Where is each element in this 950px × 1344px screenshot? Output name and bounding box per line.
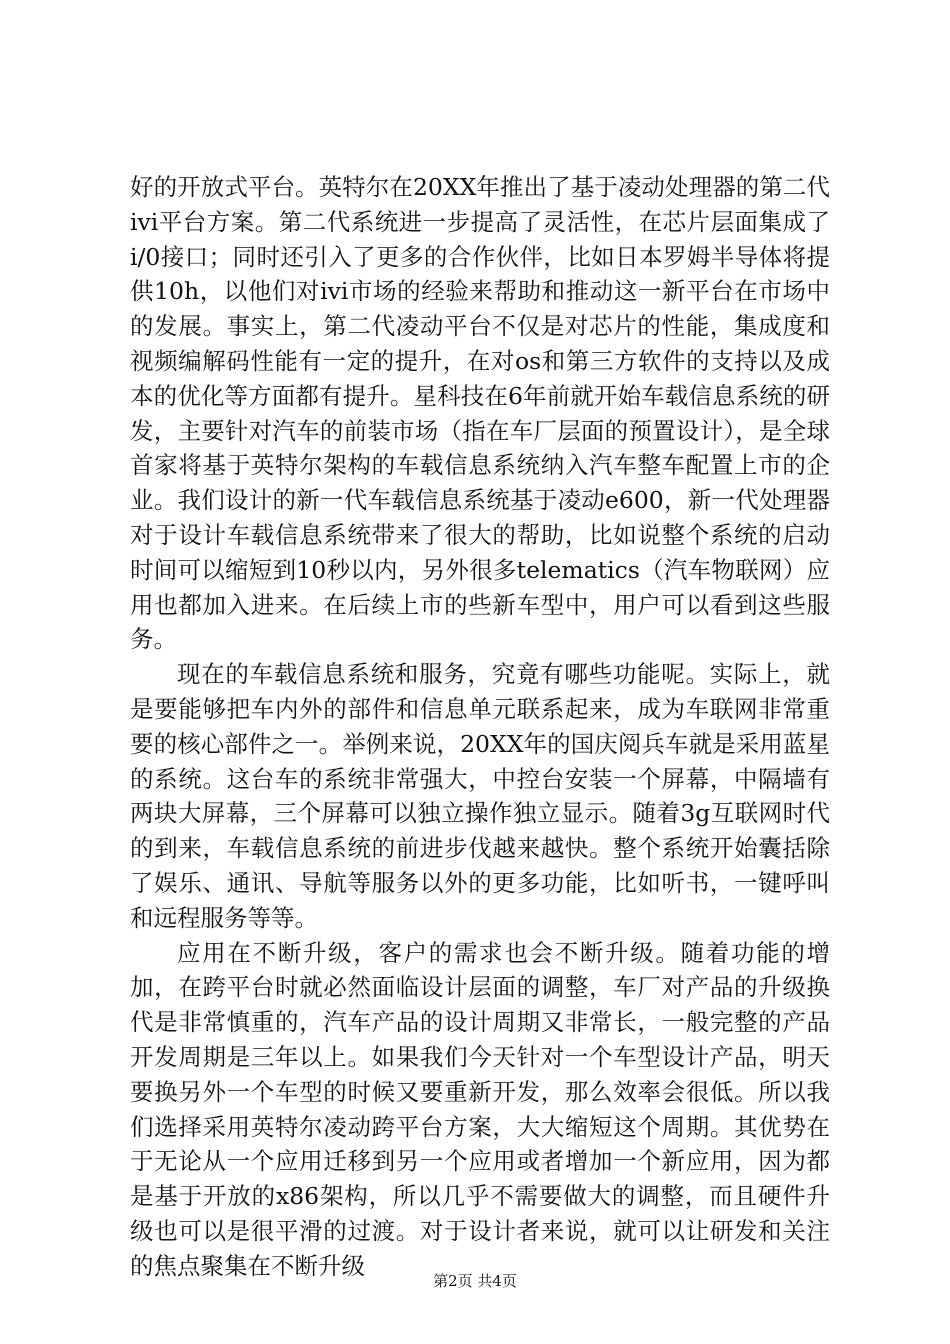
- paragraph-2: 现在的车载信息系统和服务，究竟有哪些功能呢。实际上，就是要能够把车内外的部件和信息单元联系起来，成为车联网非常重要的核心部件之一。举例来说，20XX年的国庆阅兵车就是采用蓝星的系统。这台车的系统非常强大，中控台安装一个屏幕，中隔墙有两块大屏幕，三个屏幕可以独立操作独立显示。随着3g互联网时代的到来，车载信息系统的前进步伐越来越快。整个系统开始囊括除了娱乐、通讯、导航等服务以外的更多功能，比如听书，一键呼叫和远程服务等等。: [130, 660, 830, 932]
- document-body: [130, 170, 830, 1284]
- paragraph-3: 应用在不断升级，客户的需求也会不断升级。随着功能的增加，在跨平台时就必然面临设计层面的调整，车厂对产品的升级换代是非常慎重的，汽车产品的设计周期又非常长，一般完整的产品开发周期是三年以上。如果我们今天针对一个车型设计产品，明天要换另外一个车型的时候又要重新开发，那么效率会很低。所以我们选择采用英特尔凌动跨平台方案，大大缩短这个周期。其优势在于无论从一个应用迁移到另一个应用或者增加一个新应用，因为都是基于开放的x86架构，所以几乎不需要做大的调整，而且硬件升级也可以是很平滑的过渡。对于设计者来说，就可以让研发和关注的焦点聚集在不断升级: [130, 938, 830, 1280]
- page-number: 第2页 共4页: [433, 1272, 517, 1290]
- paragraph-1: 好的开放式平台。英特尔在20XX年推出了基于凌动处理器的第二代ivi平台方案。第二代系统进一步提高了灵活性，在芯片层面集成了i/0接口；同时还引入了更多的合作伙伴，比如日本罗姆半导体将提供10h，以他们对ivi市场的经验来帮助和推动这一新平台在市场中的发展。事实上，第二代凌动平台不仅是对芯片的性能，集成度和视频编解码性能有一定的提升，在对os和第三方软件的支持以及成本的优化等方面都有提升。星科技在6年前就开始车载信息系统的研发，主要针对汽车的前装市场（指在车厂层面的预置设计），是全球首家将基于英特尔架构的车载信息系统纳入汽车整车配置上市的企业。我们设计的新一代车载信息系统基于凌动e600，新一代处理器对于设计车载信息系统带来了很大的帮助，比如说整个系统的启动时间可以缩短到10秒以内，另外很多telematics（汽车物联网）应用也都加入进来。在后续上市的些新车型中，用户可以看到这些服务。: [130, 173, 830, 654]
